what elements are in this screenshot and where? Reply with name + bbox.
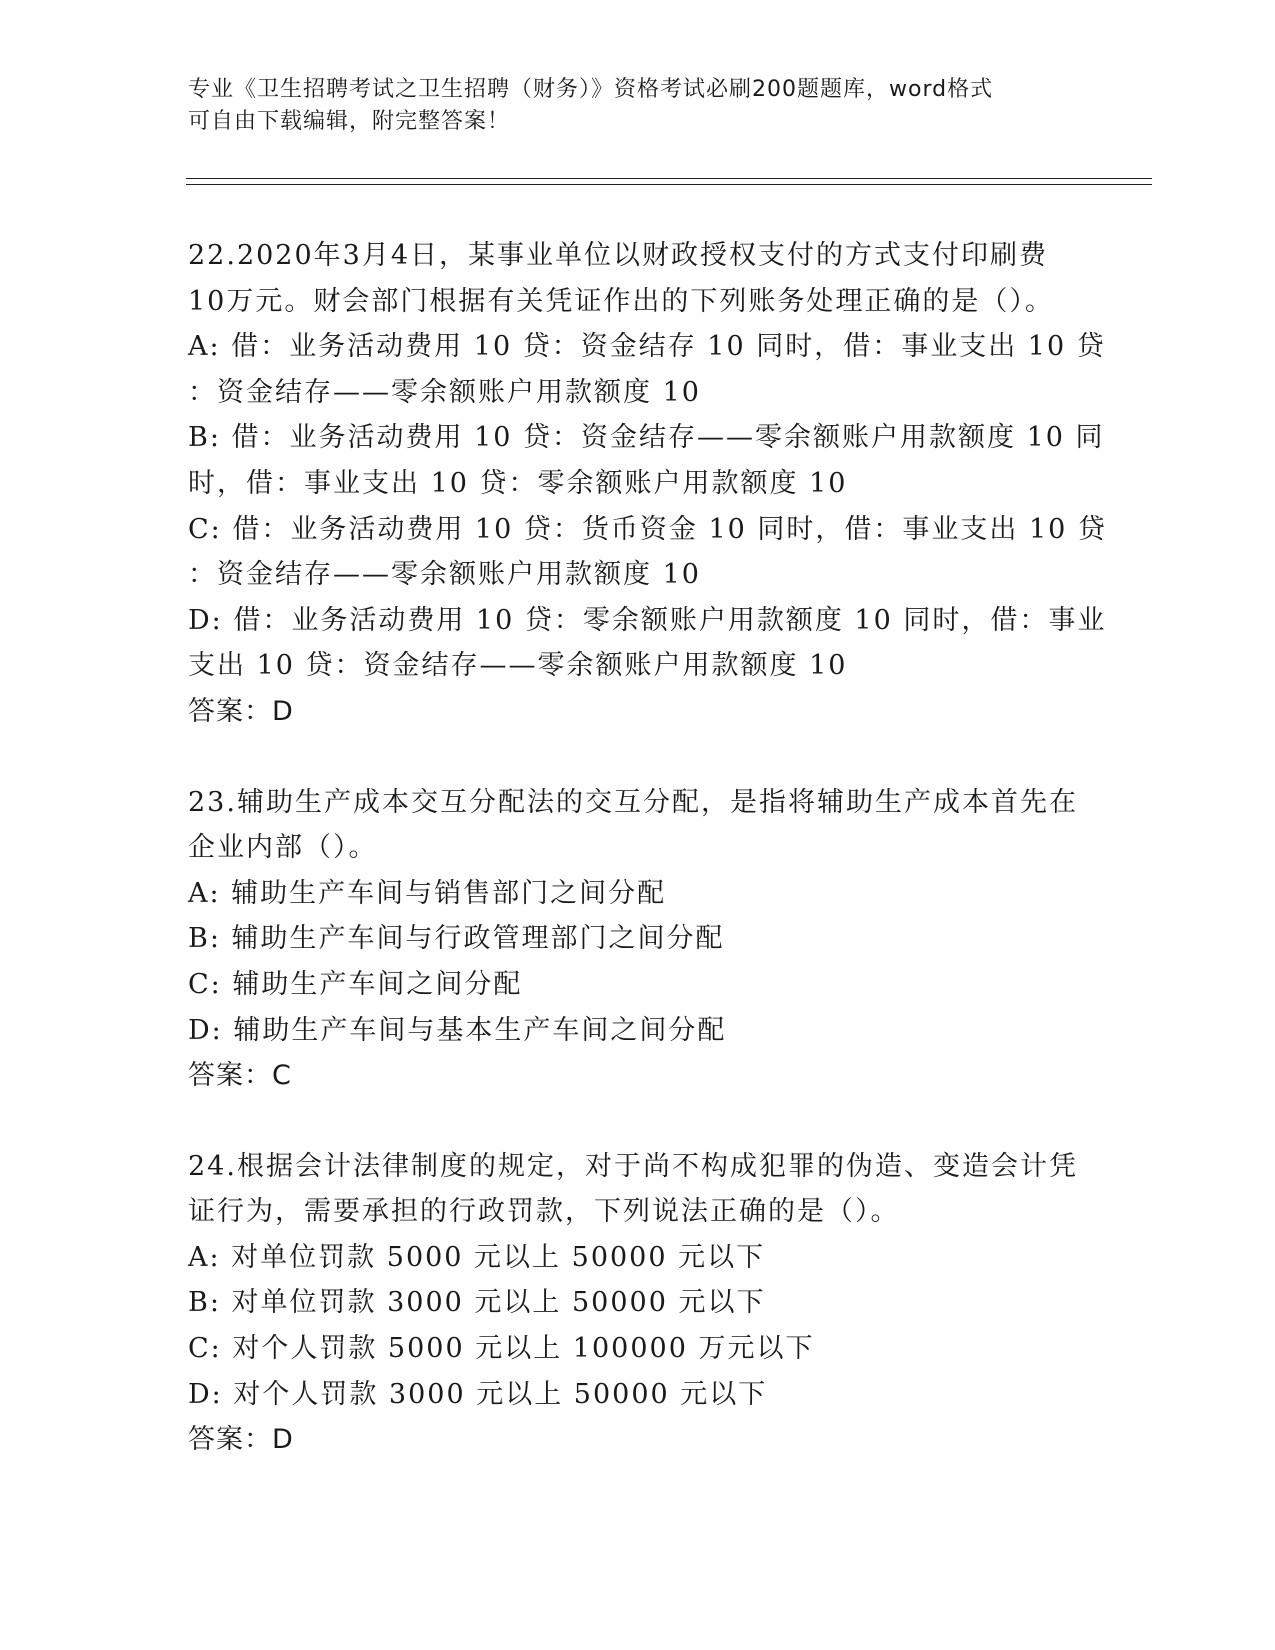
option-line: B: 借：业务活动费用 10 贷：资金结存——零余额账户用款额度 10 同: [188, 422, 1105, 454]
question-line: 24.根据会计法律制度的规定，对于尚不构成犯罪的伪造、变造会计凭: [188, 1150, 1078, 1182]
question-23: [188, 780, 1088, 1099]
option-line: A: 借：业务活动费用 10 贷：资金结存 10 同时，借：事业支出 10 贷: [188, 331, 1106, 363]
question-line: 10万元。财会部门根据有关凭证作出的下列账务处理正确的是（）。: [188, 285, 1054, 317]
option-line: C: 辅助生产车间之间分配: [188, 968, 523, 1000]
question-line: 证行为，需要承担的行政罚款，下列说法正确的是（）。: [188, 1196, 900, 1228]
option-line: B: 对单位罚款 3000 元以上 50000 元以下: [188, 1287, 766, 1319]
option-line: 支出 10 贷：资金结存——零余额账户用款额度 10: [188, 650, 848, 682]
option-line: ：资金结存——零余额账户用款额度 10: [188, 376, 701, 408]
question-22: [188, 233, 1107, 735]
option-line: C: 借：业务活动费用 10 贷：货币资金 10 同时，借：事业支出 10 贷: [188, 513, 1107, 545]
answer-label: 答案：D: [188, 1424, 294, 1456]
question-line: 22.2020年3月4日，某事业单位以财政授权支付的方式支付印刷费: [188, 240, 1049, 271]
option-line: A: 辅助生产车间与销售部门之间分配: [188, 877, 667, 909]
question-line: 企业内部（）。: [188, 832, 378, 864]
answer-label: 答案：C: [188, 1060, 292, 1092]
option-line: D: 辅助生产车间与基本生产车间之间分配: [188, 1014, 727, 1046]
header-line-1: 专业《卫生招聘考试之卫生招聘（财务）》资格考试必刷200题题库，word格式: [188, 77, 994, 102]
question-list: [188, 233, 1107, 1508]
document-header: [188, 74, 1068, 138]
question-24: [188, 1144, 1088, 1463]
question-line: 23.辅助生产成本交互分配法的交互分配，是指将辅助生产成本首先在: [188, 786, 1078, 818]
answer-label: 答案：D: [188, 695, 294, 727]
option-line: B: 辅助生产车间与行政管理部门之间分配: [188, 923, 725, 955]
header-divider-bottom: [186, 184, 1152, 185]
option-line: A: 对单位罚款 5000 元以上 50000 元以下: [188, 1241, 766, 1273]
option-line: D: 对个人罚款 3000 元以上 50000 元以下: [188, 1378, 768, 1410]
option-line: ：资金结存——零余额账户用款额度 10: [188, 559, 701, 591]
option-line: 时，借：事业支出 10 贷：零余额账户用款额度 10: [188, 467, 848, 499]
option-line: C: 对个人罚款 5000 元以上 100000 万元以下: [188, 1333, 815, 1365]
header-line-2: 可自由下载编辑，附完整答案！: [188, 109, 511, 134]
option-line: D: 借：业务活动费用 10 贷：零余额账户用款额度 10 同时，借：事业: [188, 604, 1107, 636]
header-divider-top: [186, 178, 1152, 179]
